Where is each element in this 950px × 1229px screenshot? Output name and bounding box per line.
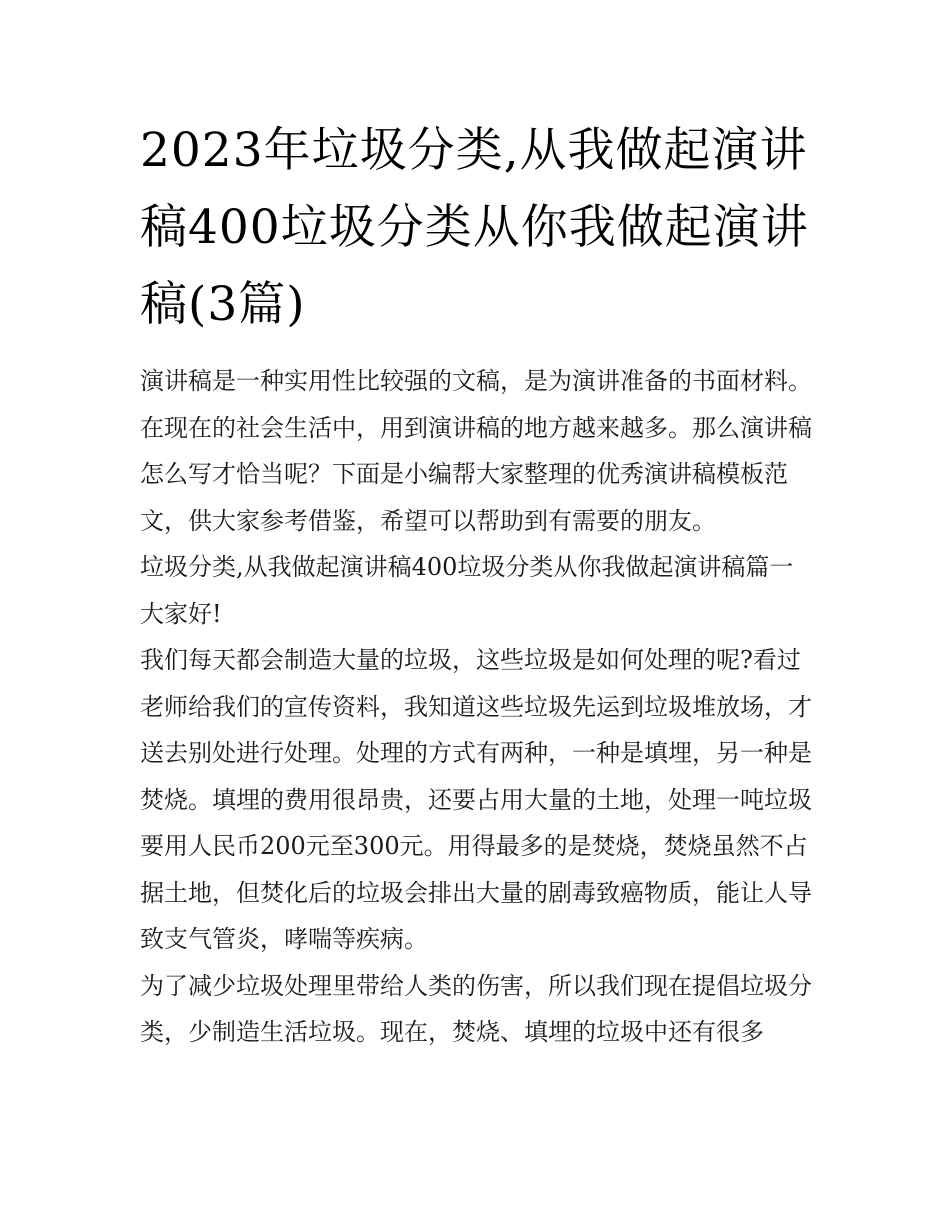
intro-paragraph: 演讲稿是一种实用性比较强的文稿，是为演讲准备的书面材料。在现在的社会生活中，用到演讲稿的地方越来越多。那么演讲稿怎么写才恰当呢？下面是小编帮大家整理的优秀演讲稿模板范文，供大家参考借鉴，希望可以帮助到有需要的朋友。 bbox=[140, 367, 812, 535]
document-body bbox=[140, 358, 820, 1056]
body-paragraph-2: 为了减少垃圾处理里带给人类的伤害，所以我们现在提倡垃圾分类，少制造生活垃圾。现在，焚烧、填埋的垃圾中还有很多 bbox=[140, 971, 812, 1046]
body-paragraph-1: 我们每天都会制造大量的垃圾，这些垃圾是如何处理的呢?看过老师给我们的宣传资料，我知道这些垃圾先运到垃圾堆放场，才送去别处进行处理。处理的方式有两种，一种是填埋，另一种是焚烧。填埋的费用很昂贵，还要占用大量的土地，处理一吨垃圾要用人民币200元至300元。用得最多的是焚烧，焚烧虽然不占据土地，但焚化后的垃圾会排出大量的剧毒致癌物质，能让人导致支气管炎，哮喘等疾病。 bbox=[140, 646, 812, 953]
section-heading: 垃圾分类,从我做起演讲稿400垃圾分类从你我做起演讲稿篇一 大家好! bbox=[140, 553, 794, 628]
document-title: 2023年垃圾分类,从我做起演讲稿400垃圾分类从你我做起演讲稿(3篇) bbox=[140, 123, 809, 332]
